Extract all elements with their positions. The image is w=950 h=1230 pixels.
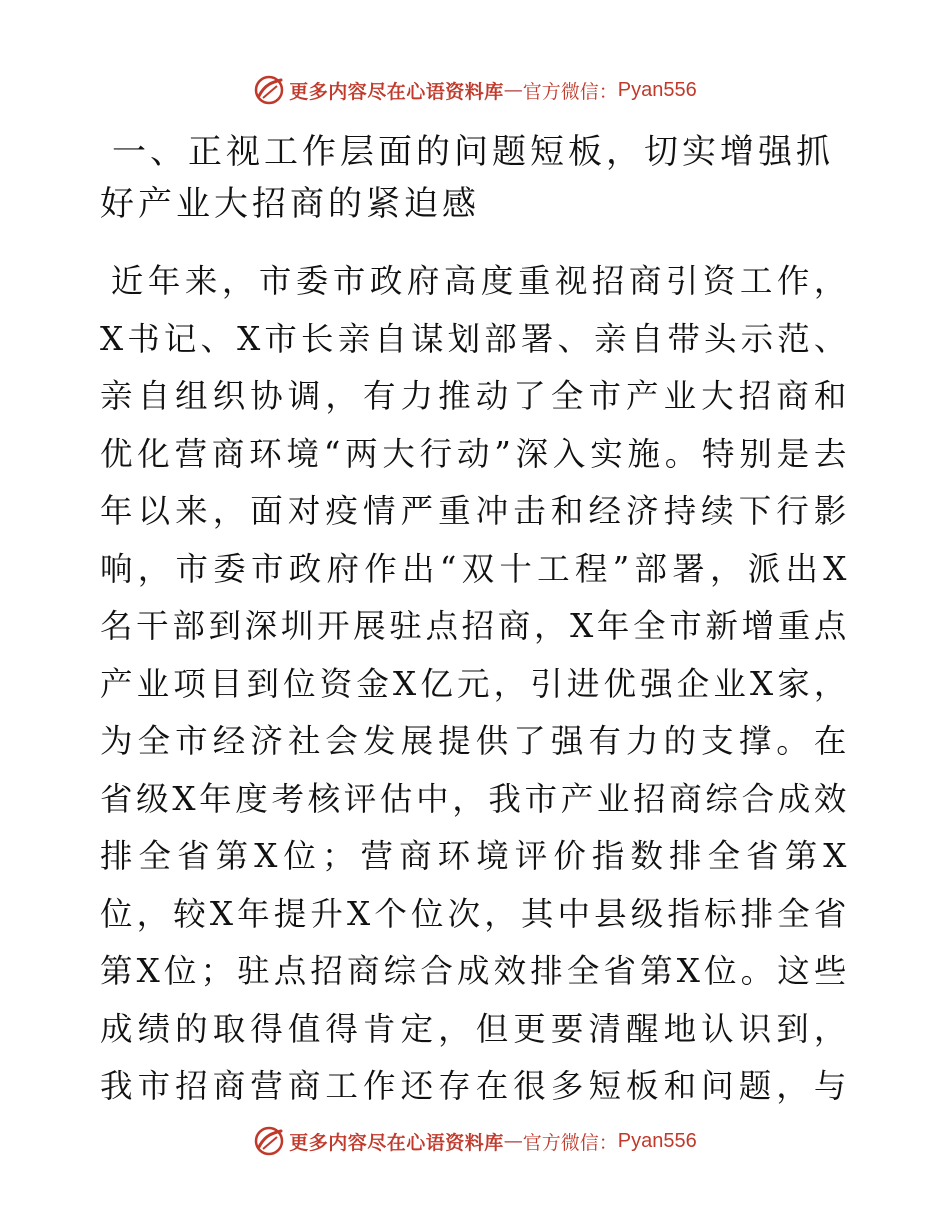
watermark-dash: —: [503, 79, 523, 101]
watermark-header: [0, 70, 950, 110]
watermark-footer: [0, 1121, 950, 1161]
watermark-wechat-id: Pyan556: [617, 1129, 697, 1152]
watermark-logo-icon: [253, 74, 285, 106]
body-paragraph: [100, 253, 850, 1116]
watermark-wechat-id: Pyan556: [617, 78, 697, 101]
watermark-label: 官方微信：: [522, 80, 618, 103]
watermark-dash: —: [503, 1130, 523, 1152]
watermark-logo-icon: [253, 1125, 285, 1157]
section-heading-text: 一、正视工作层面的问题短板，切实增强抓好产业大招商的紧迫感: [100, 132, 834, 224]
watermark-main-text: 更多内容尽在心语资料库: [289, 80, 504, 103]
watermark-main-text: 更多内容尽在心语资料库: [289, 1131, 504, 1154]
section-heading: [100, 126, 860, 230]
watermark-label: 官方微信：: [522, 1131, 618, 1154]
body-paragraph-text: 近年来，市委市政府高度重视招商引资工作，X书记、X市长亲自谋划部署、亲自带头示范、亲自组织协调，有力推动了全市产业大招商和优化营商环境“两大行动”深入实施。特别是去年以来，面对疫情严重冲击和经济持续下行影响，市委市政府作出“双十工程”部署，派出X名干部到深圳开展驻点招商，X年全市新增重点产业项目到位资金X亿元，引进优强企业X家，为全市经济社会发展提供了强有力的支撑。在省级X年度考核评估中，我市产业招商综合成效排全省第X位；营商环境评价指数排全省第X位，较X年提升X个位次，其中县级指标排全省第X位；驻点招商综合成效排全省第X位。这些成绩的取得值得肯定，但更要清醒地认识到，我市招商营商工作还存在很多短板和问题，与: [100, 262, 850, 1105]
